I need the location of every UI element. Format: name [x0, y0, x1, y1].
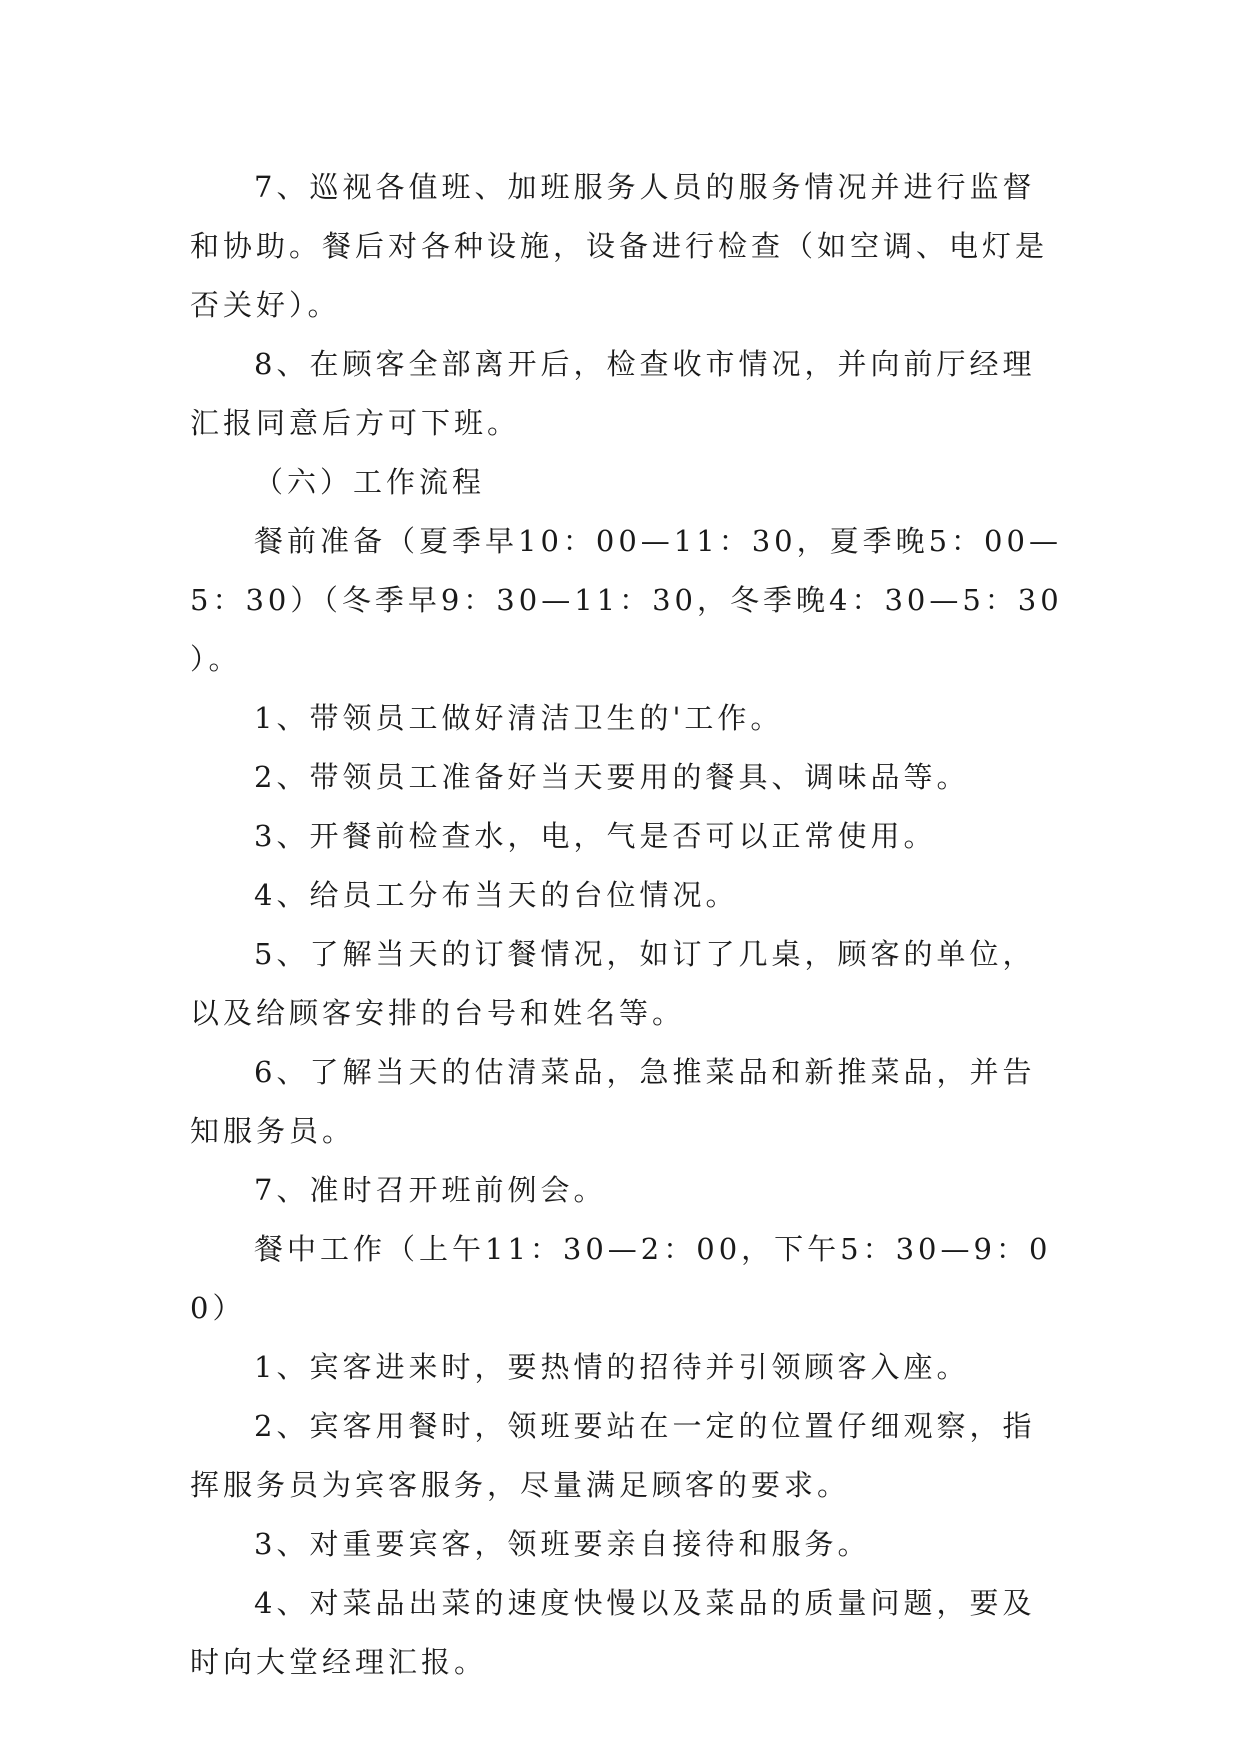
- paragraph-prep-6: 6、了解当天的估清菜品，急推菜品和新推菜品，并告知服务员。: [190, 1055, 1036, 1148]
- paragraph-meal-4: 4、对菜品出菜的速度快慢以及菜品的质量问题，要及时向大堂经理汇报。: [190, 1586, 1036, 1679]
- paragraph-duty-7: 7、巡视各值班、加班服务人员的服务情况并进行监督和协助。餐后对各种设施，设备进行检查（如空调、电灯是否关好）。: [190, 170, 1049, 322]
- paragraph-pre-meal-prep: 餐前准备（夏季早10：00—11：30，夏季晚5：00—5：30）（冬季早9：30—11：30，冬季晚4：30—5：30 ）。: [190, 524, 1063, 676]
- paragraph-meal-3: 3、对重要宾客，领班要亲自接待和服务。: [254, 1527, 871, 1561]
- paragraph-prep-3: 3、开餐前检查水，电，气是否可以正常使用。: [254, 819, 937, 853]
- paragraph-meal-1: 1、宾客进来时，要热情的招待并引领顾客入座。: [254, 1350, 970, 1384]
- document-body: [190, 158, 1065, 1692]
- paragraph-prep-2: 2、带领员工准备好当天要用的餐具、调味品等。: [254, 760, 970, 794]
- paragraph-prep-5: 5、了解当天的订餐情况，如订了几桌，顾客的单位，以及给顾客安排的台号和姓名等。: [190, 937, 1036, 1030]
- paragraph-during-meal: 餐中工作（上午11：30—2：00，下午5：30—9：00）: [190, 1232, 1052, 1325]
- paragraph-prep-1: 1、带领员工做好清洁卫生的'工作。: [254, 701, 784, 735]
- paragraph-prep-4: 4、给员工分布当天的台位情况。: [254, 878, 739, 912]
- paragraph-duty-8: 8、在顾客全部离开后，检查收市情况，并向前厅经理汇报同意后方可下班。: [190, 347, 1036, 440]
- paragraph-meal-2: 2、宾客用餐时，领班要站在一定的位置仔细观察，指挥服务员为宾客服务，尽量满足顾客的要求。: [190, 1409, 1036, 1502]
- paragraph-prep-7: 7、准时召开班前例会。: [254, 1173, 607, 1207]
- section-heading-workflow: （六）工作流程: [254, 465, 486, 499]
